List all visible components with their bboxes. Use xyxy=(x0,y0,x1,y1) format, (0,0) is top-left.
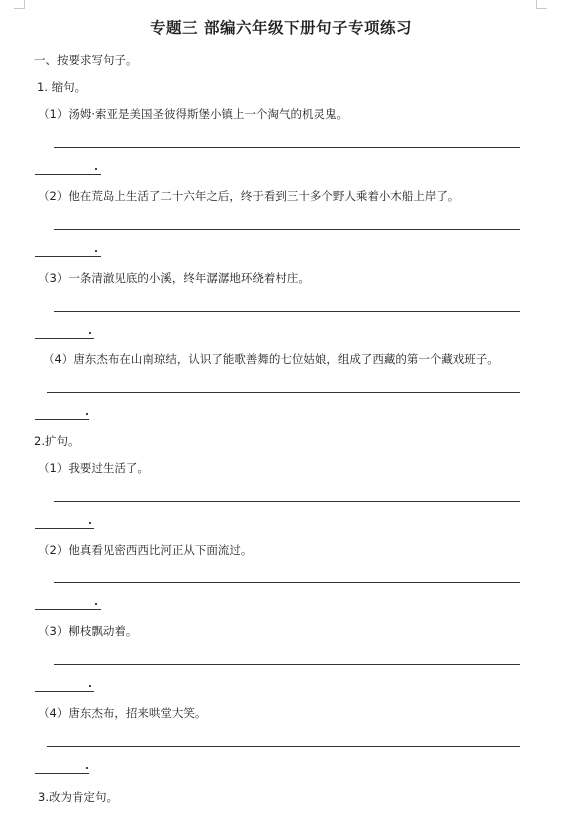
paragraph-mark xyxy=(86,767,88,769)
paragraph-mark xyxy=(86,413,88,415)
answer-line[interactable] xyxy=(54,664,520,665)
exercise-2-3: （3）柳枝飘动着。 xyxy=(38,624,138,638)
paragraph-mark xyxy=(95,603,97,605)
document-title: 专题三 部编六年级下册句子专项练习 xyxy=(150,18,412,37)
paragraph-mark xyxy=(89,685,91,687)
answer-line[interactable] xyxy=(47,746,520,747)
exercise-1-2: （2）他在荒岛上生活了二十六年之后，终于看到三十多个野人乘着小木船上岸了。 xyxy=(38,189,460,203)
answer-line-end xyxy=(35,419,89,420)
exercise-2-4: （4）唐东杰布，招来哄堂大笑。 xyxy=(38,706,207,720)
answer-line-end xyxy=(35,609,101,610)
answer-line[interactable] xyxy=(54,147,520,148)
answer-line[interactable] xyxy=(47,392,520,393)
answer-line[interactable] xyxy=(54,229,520,230)
answer-line-end xyxy=(35,256,101,257)
exercise-2-1: （1）我要过生活了。 xyxy=(38,461,149,475)
page-corner-mark-left xyxy=(14,0,25,9)
answer-line[interactable] xyxy=(54,582,520,583)
group-label-condense: 1. 缩句。 xyxy=(37,80,87,94)
paragraph-mark xyxy=(89,522,91,524)
answer-line-end xyxy=(35,528,94,529)
answer-line[interactable] xyxy=(54,311,520,312)
exercise-2-2: （2）他真看见密西西比河正从下面流过。 xyxy=(38,543,253,557)
answer-line-end xyxy=(35,773,89,774)
answer-line-end xyxy=(35,691,94,692)
exercise-1-4: （4）唐东杰布在山南琼结，认识了能歌善舞的七位姑娘，组成了西藏的第一个藏戏班子。 xyxy=(43,352,499,366)
section-heading: 一、按要求写句子。 xyxy=(34,53,138,67)
paragraph-mark xyxy=(89,332,91,334)
group-label-expand: 2.扩句。 xyxy=(34,434,80,448)
answer-line[interactable] xyxy=(54,501,520,502)
answer-line-end xyxy=(35,174,101,175)
answer-line-end xyxy=(35,338,94,339)
page-corner-mark-right xyxy=(536,0,547,9)
paragraph-mark xyxy=(95,168,97,170)
exercise-1-3: （3）一条清澈见底的小溪，终年潺潺地环绕着村庄。 xyxy=(38,271,310,285)
paragraph-mark xyxy=(95,250,97,252)
group-label-affirmative: 3.改为肯定句。 xyxy=(38,790,118,804)
exercise-1-1: （1）汤姆·索亚是美国圣彼得斯堡小镇上一个淘气的机灵鬼。 xyxy=(38,107,348,121)
